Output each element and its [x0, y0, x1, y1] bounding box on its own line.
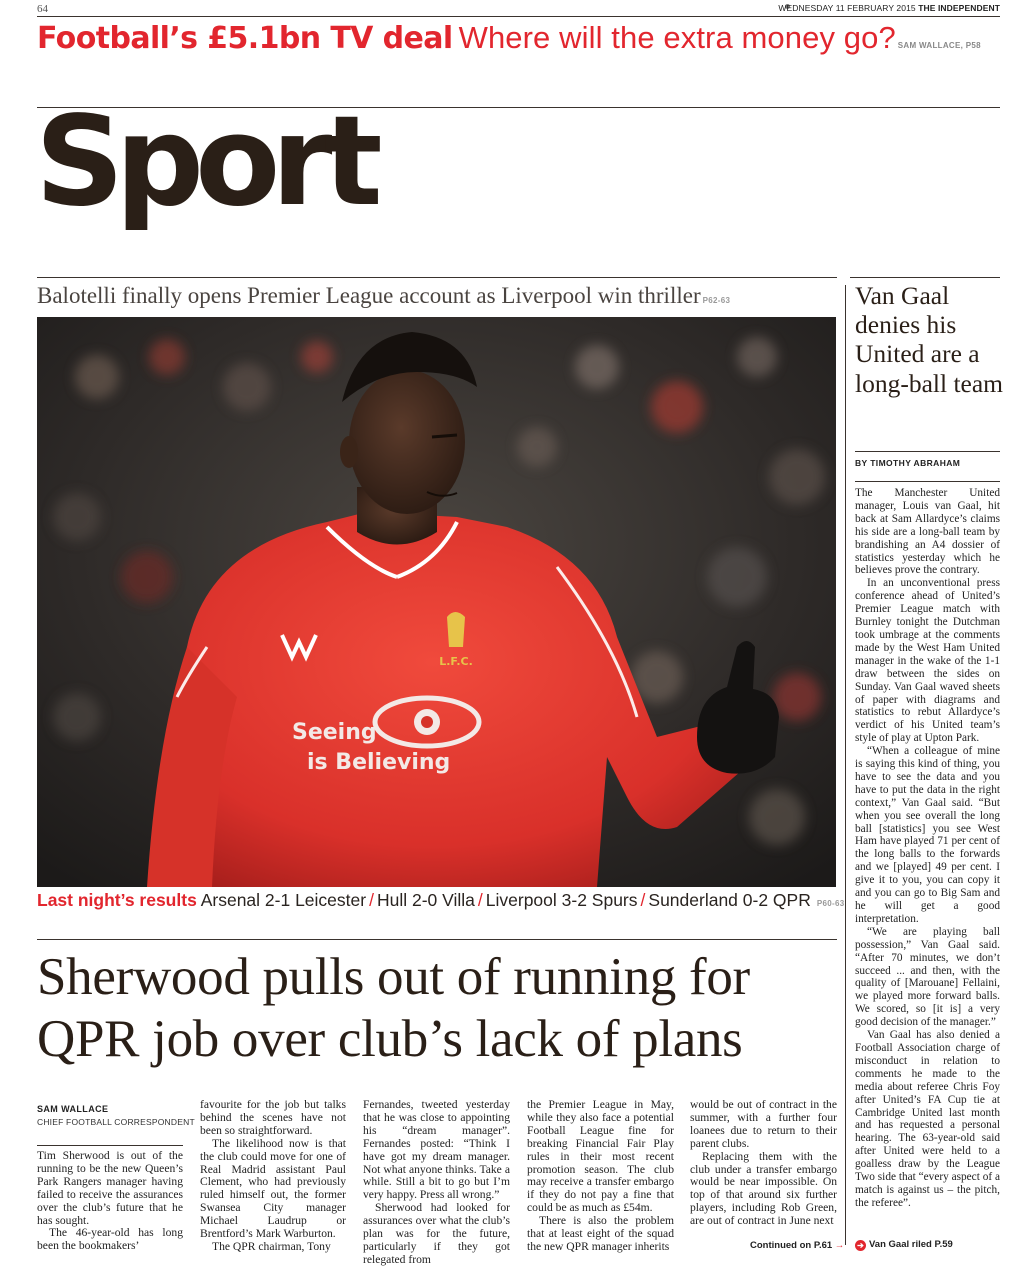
promo-bold-text: Football’s £5.1bn TV deal: [37, 21, 453, 56]
results-ref: P60-63: [816, 899, 845, 908]
result-item: Liverpool 3-2 Spurs: [485, 890, 638, 910]
paragraph: would be out of contract in the summer, with a further four loanees due to return to their parent clubs.: [690, 1098, 837, 1150]
page-number: 64: [37, 3, 48, 15]
paragraph: There is also the problem that at least eight of the squad the new QPR manager inherits: [527, 1214, 674, 1253]
photo-caption[interactable]: [37, 283, 730, 309]
paragraph: Tim Sherwood is out of the running to be the new Queen’s Park Rangers manager having failed to receive the assurances over the club’s future that he has sought.: [37, 1149, 183, 1227]
byline-rule: [37, 1145, 183, 1146]
paragraph: the Premier League in May, while they also face a potential Football League fine for breaking Financial Fair Play rules in their most recent promotion season. The club may receive a transfer embargo if they do not pay a fine that could be as much as £54m.: [527, 1098, 674, 1215]
paragraph: Fernandes, tweeted yesterday that he was close to appointing his “dream manager”. Fernandes posted: “Think I have got my dream manager. Not what anyone thinks. Take a while. Still a bit to go but I’m very happy. Press all wrong.”: [363, 1098, 510, 1202]
main-photo: [37, 317, 836, 887]
arrow-right-icon: →: [832, 1240, 845, 1251]
header-rule: [37, 16, 1000, 17]
paragraph: In an unconventional press conference ahead of United’s Premier League match with Burnley tonight the Dutchman took umbrage at the comments made by the West Ham United manager in the wake of the 1-1 draw between the sides on Sunday. Van Gaal waved sheets of paper with diagrams and statistics to rebut Allardyce’s verdict of his United team’s style of play at Upton Park.: [855, 577, 1000, 745]
main-story-column-2: [200, 1099, 346, 1255]
side-story-ref-link[interactable]: [855, 1239, 953, 1251]
photo-top-rule: [37, 277, 837, 278]
shirt-text-line1: Seeing: [292, 720, 377, 745]
main-headline[interactable]: Sherwood pulls out of running for QPR job over club’s lack of plans: [37, 948, 750, 1068]
shirt-text-line2: is Believing: [307, 750, 451, 775]
column-divider: [845, 285, 846, 1245]
paragraph: The 46-year-old has long been the bookmakers’: [37, 1226, 183, 1253]
result-item: Arsenal 2-1 Leicester: [200, 890, 367, 910]
side-story-body: [855, 487, 1000, 1229]
photo-caption-text: Balotelli finally opens Premier League account as Liverpool win thriller: [37, 283, 701, 308]
publication-name: THE INDEPENDENT: [918, 3, 1000, 13]
paragraph: Van Gaal has also denied a Football Association charge of misconduct in relation to comments he made to the media about referee Chris Foy after United’s FA Cup tie at Cambridge United last month and has requested a personal hearing. The 63-year-old said after United were held to a goalless draw by the League Two side that “every aspect of a match is against us – the pitch, the referee”.: [855, 1029, 1000, 1209]
paragraph: Replacing them with the club under a transfer embargo would be near impossible. On top of that around six further players, including Rob Green, are out of contract in June next: [690, 1149, 837, 1228]
side-byline: BY TIMOTHY ABRAHAM: [855, 458, 961, 468]
dateline: [778, 3, 1000, 13]
paragraph: “When a colleague of mine is saying this kind of thing, you have to see the data and you have to put the data in the right context,” Van Gaal said. “But when you see overall the long ball [statistics] you see West Ham have played 71 per cent of the long balls to the forwards and we [played] 49 per cent. I give it to you, you can copy it and you can go to Big Sam and he will get a good interpretation.: [855, 745, 1000, 925]
crest-text: L.F.C.: [439, 655, 473, 668]
headline-top-rule: [37, 939, 837, 940]
continued-link[interactable]: [750, 1240, 844, 1251]
results-label: Last night’s results: [37, 890, 197, 910]
side-byline-top-rule: [855, 451, 1000, 452]
circle-arrow-icon: ➔: [855, 1240, 866, 1251]
photo-caption-ref: P62-63: [702, 296, 731, 305]
side-story-ref-text: Van Gaal riled P.59: [869, 1239, 953, 1250]
promo-byline: SAM WALLACE, P58: [897, 41, 981, 50]
result-item: Sunderland 0-2 QPR: [648, 890, 811, 910]
main-byline-name: SAM WALLACE: [37, 1104, 109, 1114]
main-byline-role: CHIEF FOOTBALL CORRESPONDENT: [37, 1117, 195, 1127]
promo-light-text: Where will the extra money go?: [458, 20, 896, 55]
main-story-column-3: [363, 1098, 510, 1266]
results-bar[interactable]: [37, 890, 844, 911]
date: WEDNESDAY 11 FEBRUARY 2015: [778, 3, 916, 13]
side-headline[interactable]: Van Gaal denies his United are a long-ball team: [855, 281, 1003, 398]
paragraph: favourite for the job but talks behind the scenes have not been so straightforward.: [200, 1098, 346, 1137]
result-item: Hull 2-0 Villa: [376, 890, 475, 910]
main-story-column-1: [37, 1150, 183, 1254]
section-title: Sport: [35, 90, 374, 234]
result-separator: /: [369, 890, 374, 910]
footballer-illustration: [37, 317, 836, 887]
continued-text: Continued on P.61: [750, 1240, 833, 1251]
paragraph: “We are playing ball possession,” Van Gaal said. “After 70 minutes, we don’t succeed ... and then, with the quality of [Marouane] Fellaini, we played more forward balls. We scored, so [it is] a very good decision of the manager.”: [855, 925, 1000, 1029]
side-top-rule: [850, 277, 1000, 278]
side-byline-bottom-rule: [855, 481, 1000, 482]
paragraph: The QPR chairman, Tony: [212, 1239, 331, 1253]
paragraph: The Manchester United manager, Louis van Gaal, hit back at Sam Allardyce’s claims his side are a long-ball team by brandishing an A4 dossier of statistics yesterday which he believes prove the contrary.: [855, 487, 1000, 577]
main-story-column-5: [690, 1099, 837, 1229]
paragraph: The likelihood now is that the club could move for one of Real Madrid assistant Paul Clement, who had previously ruled himself out, the former Swansea City manager Michael Laudrup or Brentford’s Mark Warburton.: [200, 1136, 346, 1241]
main-story-column-4: [527, 1099, 674, 1255]
result-separator: /: [640, 890, 646, 910]
promo-line[interactable]: [37, 20, 981, 56]
result-separator: /: [477, 890, 483, 910]
paragraph: Sherwood had looked for assurances over what the club’s plan was for the future, particularly if they got relegated from: [363, 1201, 510, 1266]
